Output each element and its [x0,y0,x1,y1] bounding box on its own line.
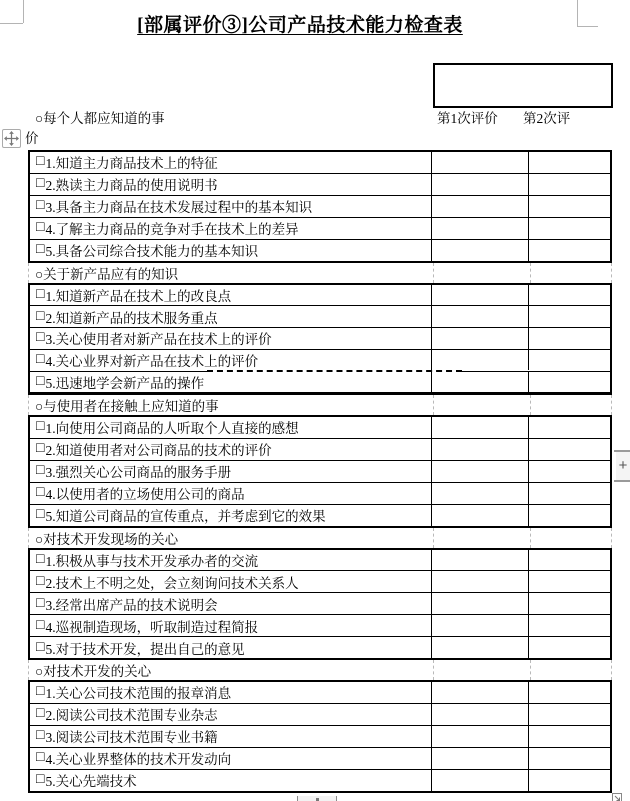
wrapped-char: 价 [25,131,39,146]
eval-cell-first[interactable] [431,218,528,239]
section-header-label: ○对技术开发的关心 [35,664,152,679]
eval-cell-second[interactable] [528,461,610,482]
item-cell[interactable] [30,726,431,747]
checkbox-icon[interactable]: □ [36,595,45,611]
eval-cell-second[interactable] [528,328,610,349]
eval-cell-second[interactable] [528,350,610,371]
item-cell[interactable] [30,770,431,791]
dashed-divider-line [207,370,462,372]
section-block [28,548,612,661]
table-gridline [28,395,29,415]
item-cell[interactable] [30,748,431,769]
table-row [30,218,610,240]
eval-column-label-first: 第1次评价 [437,111,498,126]
eval-cell-first[interactable] [431,483,528,504]
eval-cell-second[interactable] [528,174,610,195]
eval-cell-first[interactable] [431,152,528,173]
table-row [30,285,610,307]
table-row [30,505,610,526]
checkbox-icon[interactable]: □ [36,684,45,700]
section-block [28,680,612,793]
eval-cell-second[interactable] [528,770,610,791]
checkbox-icon[interactable]: □ [36,507,45,523]
page-title [0,10,600,37]
item-cell[interactable] [30,328,431,349]
item-cell[interactable] [30,615,431,636]
item-cell[interactable] [30,571,431,592]
item-cell[interactable] [30,550,431,571]
table-row [30,483,610,505]
item-label: 5.对于技术开发，提出自己的意见 [45,641,245,657]
eval-cell-second[interactable] [528,483,610,504]
eval-cell-second[interactable] [528,417,610,438]
eval-column-label-second: 第2次评 [523,111,571,126]
item-label: 1.积极从事与技术开发承办者的交流 [45,553,259,569]
item-label: 3.关心使用者对新产品在技术上的评价 [45,332,272,348]
checkbox-icon[interactable]: □ [36,441,45,457]
item-cell[interactable] [30,350,431,371]
eval-cell-second[interactable] [528,196,610,217]
checkbox-icon[interactable]: □ [36,308,45,324]
eval-cell-second[interactable] [528,371,610,392]
eval-cell-first[interactable] [431,461,528,482]
item-cell[interactable] [30,285,431,306]
wrapped-text-line [0,128,630,150]
item-label: 2.熟读主力商品的使用说明书 [45,178,218,194]
table-row [30,593,610,615]
table-row [30,637,610,658]
eval-cell-second[interactable] [528,704,610,725]
item-cell[interactable] [30,196,431,217]
doc-table [28,150,612,793]
evaluation-summary-box[interactable] [433,63,613,108]
eval-cell-second[interactable] [528,218,610,239]
table-gridline [530,263,531,283]
item-cell[interactable] [30,417,431,438]
item-cell[interactable] [30,593,431,614]
item-cell[interactable] [30,306,431,327]
page-title-text: [部属评价③]公司产品技术能力检查表 [137,15,463,36]
table-gridline [530,528,531,548]
table-row [30,550,610,572]
section-header-label: ○与使用者在接触上应知道的事 [35,399,219,414]
section-header-label: ○对技术开发现场的关心 [35,531,179,547]
table-row [30,240,610,261]
item-label: 3.经常出席产品的技术说明会 [45,597,218,613]
eval-cell-second[interactable] [528,439,610,460]
eval-cell-first[interactable] [431,417,528,438]
item-label: 4.以使用者的立场使用公司的商品 [45,487,245,503]
table-gridline [433,660,434,680]
item-label: 5.知道公司商品的宣传重点，并考虑到它的效果 [45,509,326,525]
eval-cell-first[interactable] [431,770,528,791]
table-gridline [611,263,612,283]
checkbox-icon[interactable]: □ [36,242,45,258]
checkbox-icon[interactable]: □ [36,728,45,744]
table-gridline [28,528,29,548]
item-label: 2.阅读公司技术范围专业杂志 [45,708,218,724]
eval-cell-first[interactable] [431,371,528,392]
checkbox-icon[interactable]: □ [36,286,45,302]
eval-cell-second[interactable] [528,152,610,173]
eval-cell-first[interactable] [431,748,528,769]
item-label: 4.关心业界对新产品在技术上的评价 [45,353,259,369]
table-gridline [433,528,434,548]
eval-cell-first[interactable] [431,328,528,349]
section-header-row[interactable] [28,395,612,415]
dashed-divider-line [462,371,610,372]
eval-cell-first[interactable] [431,240,528,261]
table-row [30,748,610,770]
checkbox-icon[interactable]: □ [36,551,45,567]
item-cell[interactable] [30,152,431,173]
eval-cell-first[interactable] [431,637,528,658]
table-row [30,306,610,328]
item-label: 1.知道主力商品技术上的特征 [45,156,218,172]
eval-cell-second[interactable] [528,306,610,327]
eval-cell-second[interactable] [528,240,610,261]
item-cell[interactable] [30,461,431,482]
checkbox-icon[interactable]: □ [36,154,45,170]
bottom-page-button[interactable] [297,796,337,801]
eval-cell-first[interactable] [431,350,528,371]
table-gridline [433,395,434,415]
table-row [30,615,610,637]
eval-cell-first[interactable] [431,285,528,306]
checkbox-icon[interactable]: □ [36,617,45,633]
item-cell[interactable] [30,505,431,526]
item-label: 5.具备公司综合技术能力的基本知识 [45,244,259,260]
eval-cell-second[interactable] [528,285,610,306]
eval-cell-first[interactable] [431,505,528,526]
checkbox-icon[interactable]: □ [36,750,45,766]
item-cell[interactable] [30,682,431,703]
table-row [30,439,610,461]
eval-cell-first[interactable] [431,682,528,703]
table-gridline [28,263,29,283]
eval-cell-second[interactable] [528,682,610,703]
section-header-row[interactable] [28,263,612,283]
item-label: 5.关心先端技术 [45,774,137,790]
item-label: 3.具备主力商品在技术发展过程中的基本知识 [45,200,313,216]
eval-cell-first[interactable] [431,615,528,636]
checkbox-icon[interactable]: □ [36,373,45,389]
eval-cell-second[interactable] [528,550,610,571]
checkbox-icon[interactable]: □ [36,198,45,214]
section-header-label: ○每个人都应知道的事 [35,111,165,126]
checkbox-icon[interactable]: □ [36,573,45,589]
table-row [30,704,610,726]
table-row [30,417,610,439]
checkbox-icon[interactable]: □ [36,463,45,479]
item-label: 5.迅速地学会新产品的操作 [45,375,205,391]
plus-button[interactable] [616,452,630,480]
item-cell[interactable] [30,218,431,239]
right-widget-bottom-line [614,480,630,482]
item-label: 1.向使用公司商品的人听取个人直接的感想 [45,421,299,437]
diagonal-arrow-icon [614,795,621,801]
checkbox-icon[interactable]: □ [36,220,45,236]
item-cell[interactable] [30,174,431,195]
eval-cell-first[interactable] [431,439,528,460]
item-cell[interactable] [30,637,431,658]
table-gridline [530,660,531,680]
item-label: 4.巡视制造现场，听取制造过程简报 [45,619,259,635]
eval-cell-first[interactable] [431,571,528,592]
item-label: 4.关心业界整体的技术开发动向 [45,752,232,768]
item-cell[interactable] [30,371,431,392]
checkbox-icon[interactable]: □ [36,351,45,367]
item-label: 2.技术上不明之处，会立刻询问技术关系人 [45,575,299,591]
table-row [30,350,610,372]
table-gridline [28,660,29,680]
table-gridline [611,395,612,415]
item-cell[interactable] [30,240,431,261]
eval-cell-second[interactable] [528,615,610,636]
table-row [30,196,610,218]
plus-icon: + [618,457,628,474]
section-block [28,283,612,396]
table-row [30,461,610,483]
item-label: 1.关心公司技术范围的报章消息 [45,686,232,702]
eval-cell-first[interactable] [431,196,528,217]
checkbox-icon[interactable]: □ [36,639,45,655]
checkbox-icon[interactable]: □ [36,330,45,346]
checkbox-icon[interactable]: □ [36,772,45,788]
table-gridline [611,660,612,680]
checkbox-icon[interactable]: □ [36,485,45,501]
table-resize-handle[interactable] [612,793,622,801]
eval-cell-second[interactable] [528,593,610,614]
eval-cell-first[interactable] [431,726,528,747]
section-header-row[interactable] [28,528,612,548]
checkbox-icon[interactable]: □ [36,706,45,722]
item-label: 4.了解主力商品的竞争对手在技术上的差异 [45,222,299,238]
section-block [28,150,612,263]
eval-cell-second[interactable] [528,726,610,747]
section-header-label: ○关于新产品应有的知识 [35,266,179,282]
table-row [30,371,610,393]
item-label: 1.知道新产品在技术上的改良点 [45,288,232,304]
table-row [30,328,610,350]
eval-cell-second[interactable] [528,748,610,769]
item-label: 2.知道新产品的技术服务重点 [45,310,218,326]
table-row [30,174,610,196]
eval-cell-second[interactable] [528,637,610,658]
eval-cell-first[interactable] [431,593,528,614]
eval-cell-first[interactable] [431,550,528,571]
table-row [30,770,610,791]
table-gridline [611,528,612,548]
table-move-handle[interactable] [2,129,21,148]
item-label: 3.强烈关心公司商品的服务手册 [45,465,232,481]
eval-cell-first[interactable] [431,306,528,327]
dashed-divider-line [30,371,207,372]
section-intro-line [0,108,630,130]
table-gridline [530,395,531,415]
table-row [30,152,610,174]
checkbox-icon[interactable]: □ [36,419,45,435]
eval-cell-first[interactable] [431,174,528,195]
table-row [30,682,610,704]
eval-cell-first[interactable] [431,704,528,725]
table-row [30,726,610,748]
section-block [28,415,612,528]
four-way-arrow-icon [4,131,19,146]
table-row [30,571,610,593]
item-cell[interactable] [30,704,431,725]
item-label: 3.阅读公司技术范围专业书籍 [45,730,218,746]
table-gridline [433,263,434,283]
eval-cell-second[interactable] [528,571,610,592]
eval-cell-second[interactable] [528,505,610,526]
item-label: 2.知道使用者对公司商品的技术的评价 [45,443,272,459]
section-header-row[interactable] [28,660,612,680]
item-cell[interactable] [30,439,431,460]
checkbox-icon[interactable]: □ [36,176,45,192]
item-cell[interactable] [30,483,431,504]
